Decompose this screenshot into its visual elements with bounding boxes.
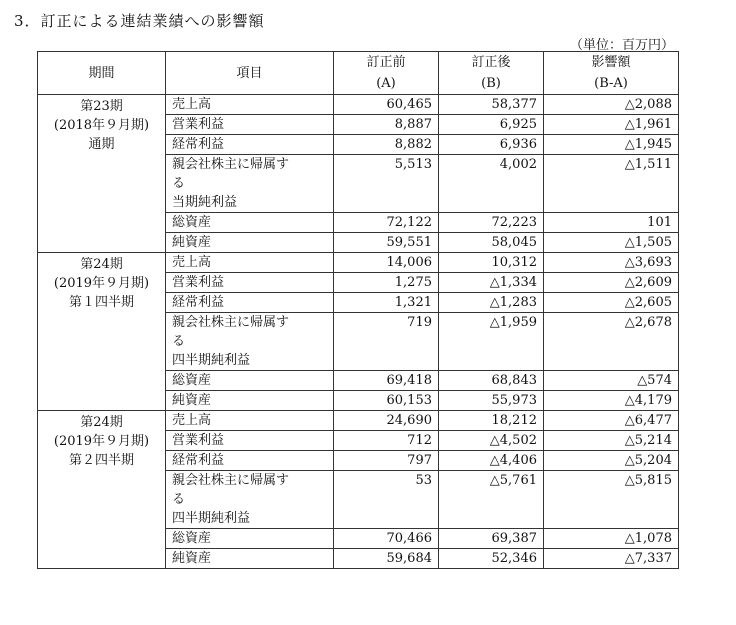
impact-value: △7,337 [544,549,679,569]
item-cell [166,549,334,569]
impact-value: △1,961 [544,115,679,135]
after-value: 4,002 [439,155,544,213]
item-label: 営業利益 [172,117,225,132]
table-header [38,52,679,95]
item-label: 四半期純利益 [172,353,251,368]
impact-value: △2,088 [544,95,679,115]
before-value: 72,122 [334,213,439,233]
period-label: 第24期 [80,257,123,272]
item-label: 四半期純利益 [172,511,251,526]
item-cell [166,411,334,431]
after-value: △4,502 [439,431,544,451]
item-cell [166,371,334,391]
after-value: 72,223 [439,213,544,233]
table-row [38,95,679,115]
item-cell [166,293,334,313]
header-impact [544,52,679,95]
item-cell [166,155,334,213]
before-value: 719 [334,313,439,371]
item-cell [166,233,334,253]
header-period: 期間 [38,52,166,95]
impact-value: △5,815 [544,471,679,529]
header-item: 項目 [166,52,334,95]
after-value: △1,283 [439,293,544,313]
period-label: 第23期 [80,99,123,114]
after-value: 52,346 [439,549,544,569]
period-label: 第24期 [80,415,123,430]
item-cell [166,451,334,471]
item-label: 純資産 [172,393,212,408]
before-value: 69,418 [334,371,439,391]
after-value: 10,312 [439,253,544,273]
after-value: 58,045 [439,233,544,253]
table-row [38,253,679,273]
after-value: 58,377 [439,95,544,115]
period-cell [38,411,166,569]
after-value: △1,959 [439,313,544,371]
impact-value: △2,678 [544,313,679,371]
impact-value: △1,945 [544,135,679,155]
item-label: 純資産 [172,551,212,566]
item-label: 売上高 [172,255,212,270]
item-label: 経常利益 [172,453,225,468]
after-value: △4,406 [439,451,544,471]
item-cell [166,273,334,293]
impact-value: △2,609 [544,273,679,293]
header-after-label: 訂正後 [471,55,511,70]
impact-value: △6,477 [544,411,679,431]
item-cell [166,95,334,115]
item-label: 営業利益 [172,275,225,290]
item-label: 総資産 [172,373,212,388]
table-row [38,411,679,431]
before-value: 70,466 [334,529,439,549]
before-value: 24,690 [334,411,439,431]
impact-value: △3,693 [544,253,679,273]
before-value: 8,882 [334,135,439,155]
period-label: 第１四半期 [68,295,134,310]
unit-note: （単位：百万円） [569,38,674,53]
item-cell [166,115,334,135]
item-label: 総資産 [172,215,212,230]
item-label: 売上高 [172,97,212,112]
period-label: 通期 [88,137,115,152]
item-cell [166,529,334,549]
item-label: る [172,176,186,191]
before-value: 60,465 [334,95,439,115]
item-label: 純資産 [172,235,212,250]
header-impact-label: 影響額 [591,55,631,70]
item-cell [166,213,334,233]
header-after-code: (B) [481,76,501,91]
header-before [334,52,439,95]
item-cell [166,135,334,155]
impact-value: △2,605 [544,293,679,313]
impact-value: △1,511 [544,155,679,213]
item-label: 売上高 [172,413,212,428]
impact-value: △5,214 [544,431,679,451]
item-label: 経常利益 [172,295,225,310]
header-before-code: (A) [376,76,396,91]
section-heading: 3．訂正による連結業績への影響額 [14,12,265,30]
period-cell [38,253,166,411]
after-value: 6,936 [439,135,544,155]
item-label: 親会社株主に帰属す [172,473,290,488]
before-value: 14,006 [334,253,439,273]
impact-value: △1,505 [544,233,679,253]
before-value: 797 [334,451,439,471]
item-cell [166,391,334,411]
impact-value: △5,204 [544,451,679,471]
before-value: 8,887 [334,115,439,135]
impact-value: △1,078 [544,529,679,549]
item-label: 経常利益 [172,137,225,152]
header-row [38,52,679,95]
before-value: 59,684 [334,549,439,569]
table-body [38,95,679,569]
after-value: 68,843 [439,371,544,391]
period-label: (2018年９月期) [53,118,150,133]
item-label: 営業利益 [172,433,225,448]
item-label: る [172,492,186,507]
item-label: 親会社株主に帰属す [172,315,290,330]
impact-value: 101 [544,213,679,233]
item-cell [166,313,334,371]
period-cell [38,95,166,253]
after-value: 55,973 [439,391,544,411]
item-label: 親会社株主に帰属す [172,157,290,172]
before-value: 5,513 [334,155,439,213]
after-value: △1,334 [439,273,544,293]
item-label: 総資産 [172,531,212,546]
impact-value: △574 [544,371,679,391]
item-cell [166,471,334,529]
item-cell [166,431,334,451]
after-value: 6,925 [439,115,544,135]
before-value: 1,275 [334,273,439,293]
period-label: (2019年９月期) [53,276,150,291]
after-value: △5,761 [439,471,544,529]
header-after [439,52,544,95]
header-impact-code: (B-A) [594,76,628,91]
header-before-label: 訂正前 [366,55,406,70]
before-value: 1,321 [334,293,439,313]
period-label: 第２四半期 [68,453,134,468]
period-label: (2019年９月期) [53,434,150,449]
before-value: 60,153 [334,391,439,411]
impact-value: △4,179 [544,391,679,411]
after-value: 69,387 [439,529,544,549]
item-cell [166,253,334,273]
before-value: 53 [334,471,439,529]
before-value: 712 [334,431,439,451]
impact-table [37,51,679,569]
item-label: る [172,334,186,349]
item-label: 当期純利益 [172,195,238,210]
before-value: 59,551 [334,233,439,253]
after-value: 18,212 [439,411,544,431]
